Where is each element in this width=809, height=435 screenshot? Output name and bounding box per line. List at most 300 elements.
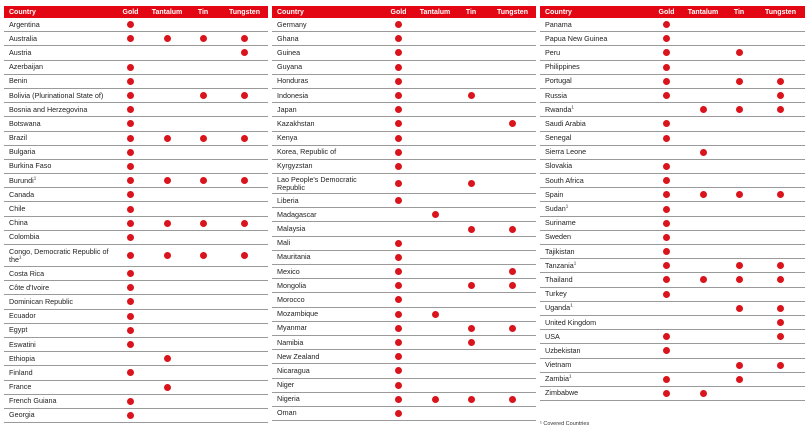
gold-cell [648,276,685,283]
gold-dot-icon [127,369,134,376]
tantalum-cell [149,252,185,259]
table-row [4,132,268,146]
gold-cell [648,49,685,56]
tin-cell [185,252,221,259]
table-row [4,245,268,267]
country-name [4,397,112,405]
tungsten-cell [489,325,536,332]
country-name [272,225,380,233]
tin-cell [185,92,221,99]
gold-cell [380,163,417,170]
country-name [540,134,648,142]
country-name [540,205,648,213]
tin-cell [721,191,757,198]
tin-cell [453,339,489,346]
gold-cell [112,313,149,320]
table-row [272,279,536,293]
gold-dot-icon [395,106,402,113]
country-name [4,248,112,264]
gold-dot-icon [395,49,402,56]
country-label: Botswana [9,118,41,128]
country-name [540,347,648,355]
country-label: Argentina [9,19,40,29]
gold-dot-icon [663,276,670,283]
gold-cell [380,197,417,204]
gold-dot-icon [663,163,670,170]
country-label: Uganda [545,303,571,313]
gold-dot-icon [395,21,402,28]
country-label: South Africa [545,175,584,185]
table-row [272,308,536,322]
country-label: Georgia [9,410,35,420]
tantalum-cell [417,211,453,218]
header-tantalum: Tantalum [419,8,451,16]
country-name [4,134,112,142]
tungsten-dot-icon [241,220,248,227]
country-name [540,219,648,227]
gold-dot-icon [395,311,402,318]
table-row [540,359,805,373]
table-row [540,202,805,216]
country-name [540,49,648,57]
covered-country-marker: 1 [568,373,572,379]
country-label: Costa Rica [9,268,45,278]
country-name [540,389,648,397]
tantalum-dot-icon [164,35,171,42]
tin-dot-icon [468,339,475,346]
gold-dot-icon [127,298,134,305]
gold-dot-icon [127,398,134,405]
gold-cell [380,92,417,99]
gold-cell [112,412,149,419]
gold-cell [648,78,685,85]
country-name [540,319,648,327]
covered-country-marker: 1 [19,254,22,260]
country-name [4,162,112,170]
tantalum-dot-icon [700,149,707,156]
country-name [272,176,380,192]
gold-dot-icon [395,149,402,156]
country-label: Morocco [277,294,305,304]
country-label: Nicaragua [277,365,310,375]
country-table-2 [272,6,536,421]
gold-cell [648,35,685,42]
header-tin: Tin [465,8,477,16]
gold-dot-icon [127,35,134,42]
tin-cell [453,92,489,99]
tin-dot-icon [200,92,207,99]
table-row [4,146,268,160]
gold-dot-icon [663,64,670,71]
country-name [4,49,112,57]
country-label: French Guiana [9,396,57,406]
tungsten-dot-icon [241,49,248,56]
gold-cell [112,206,149,213]
tantalum-dot-icon [164,135,171,142]
gold-dot-icon [663,262,670,269]
country-label: Guinea [277,47,301,57]
table-row [4,381,268,395]
header-country: Country [277,8,304,16]
gold-dot-icon [127,234,134,241]
country-name [272,253,380,261]
tungsten-dot-icon [509,226,516,233]
table-row [272,18,536,32]
gold-dot-icon [127,21,134,28]
gold-dot-icon [663,35,670,42]
country-name [4,355,112,363]
header-tantalum: Tantalum [151,8,183,16]
header-tungsten: Tungsten [765,8,796,16]
country-table-3 [540,6,805,401]
gold-dot-icon [127,149,134,156]
country-name [4,312,112,320]
gold-cell [112,398,149,405]
country-name [540,375,648,383]
country-label: Myanmar [277,323,307,333]
gold-dot-icon [127,252,134,259]
gold-dot-icon [127,284,134,291]
tungsten-cell [489,396,536,403]
tungsten-dot-icon [777,305,784,312]
country-label: Papua New Guinea [545,33,608,43]
country-name [272,409,380,417]
tantalum-cell [149,355,185,362]
gold-dot-icon [127,206,134,213]
tantalum-dot-icon [432,311,439,318]
country-label: Nigeria [277,394,300,404]
gold-cell [112,284,149,291]
country-label: Saudi Arabia [545,118,586,128]
gold-dot-icon [127,412,134,419]
tantalum-dot-icon [164,220,171,227]
tungsten-dot-icon [241,135,248,142]
gold-cell [112,298,149,305]
tungsten-dot-icon [777,106,784,113]
country-label: Sierra Leone [545,147,587,157]
gold-cell [648,234,685,241]
gold-dot-icon [395,163,402,170]
tin-dot-icon [200,220,207,227]
tantalum-dot-icon [700,390,707,397]
gold-dot-icon [663,49,670,56]
table-row [4,366,268,380]
table-row [540,302,805,316]
country-name [272,197,380,205]
gold-dot-icon [395,135,402,142]
table-row [540,61,805,75]
country-label: Uzbekistan [545,345,581,355]
table-row [272,222,536,236]
table-row [272,146,536,160]
tin-dot-icon [200,252,207,259]
country-label: Kazakhstan [277,118,315,128]
tungsten-dot-icon [777,191,784,198]
gold-cell [380,410,417,417]
gold-dot-icon [663,248,670,255]
tin-dot-icon [736,49,743,56]
table-row [272,208,536,222]
table-row [272,160,536,174]
table-row [272,32,536,46]
gold-cell [380,240,417,247]
country-label: Portugal [545,76,572,86]
tungsten-cell [221,92,268,99]
country-name [272,49,380,57]
country-label: New Zealand [277,351,320,361]
tungsten-cell [221,220,268,227]
tungsten-cell [221,177,268,184]
tin-dot-icon [200,135,207,142]
header-country: Country [9,8,36,16]
gold-cell [648,92,685,99]
gold-cell [380,339,417,346]
table-row [272,251,536,265]
table-row [272,117,536,131]
table-row [540,160,805,174]
country-label: Japan [277,104,297,114]
tungsten-cell [489,120,536,127]
tin-dot-icon [736,362,743,369]
gold-cell [112,220,149,227]
table-row [4,46,268,60]
country-name [540,63,648,71]
covered-country-marker: 1 [33,175,37,181]
gold-dot-icon [127,92,134,99]
country-name [4,106,112,114]
gold-dot-icon [663,234,670,241]
tin-dot-icon [736,305,743,312]
gold-cell [380,268,417,275]
country-label: Vietnam [545,360,572,370]
table-row [272,132,536,146]
gold-dot-icon [663,220,670,227]
country-label: United Kingdom [545,317,597,327]
gold-cell [648,21,685,28]
country-label: Malaysia [277,224,306,234]
country-label: Russia [545,90,567,100]
tin-cell [453,180,489,187]
gold-dot-icon [127,341,134,348]
country-name [4,270,112,278]
country-label: Burundi [9,175,34,185]
country-name [4,284,112,292]
table-row [272,61,536,75]
country-name [4,120,112,128]
country-label: Liberia [277,195,299,205]
gold-dot-icon [127,106,134,113]
gold-dot-icon [127,177,134,184]
country-name [272,239,380,247]
country-name [4,341,112,349]
country-name [272,120,380,128]
tungsten-dot-icon [241,252,248,259]
tungsten-dot-icon [777,276,784,283]
country-label: Finland [9,367,33,377]
tungsten-cell [221,252,268,259]
tin-dot-icon [468,92,475,99]
gold-dot-icon [127,327,134,334]
table-row [4,32,268,46]
country-label: Niger [277,380,295,390]
table-header [540,6,805,18]
tin-cell [453,325,489,332]
country-name [272,63,380,71]
tungsten-cell [489,268,536,275]
gold-dot-icon [395,180,402,187]
country-label: Mexico [277,266,300,276]
gold-dot-icon [395,339,402,346]
gold-cell [648,135,685,142]
country-name [272,282,380,290]
country-name [4,21,112,29]
country-label: Mali [277,238,291,248]
country-name [272,92,380,100]
gold-dot-icon [127,220,134,227]
table-row [540,245,805,259]
country-label: Panama [545,19,572,29]
country-label: Slovakia [545,161,573,171]
gold-dot-icon [663,78,670,85]
gold-cell [380,120,417,127]
table-row [540,32,805,46]
gold-dot-icon [663,21,670,28]
country-name [540,162,648,170]
country-name [4,298,112,306]
country-label: Zambia [545,374,569,384]
table-row [272,322,536,336]
country-label: Canada [9,189,35,199]
table-row [272,174,536,194]
gold-cell [112,120,149,127]
country-label: Sweden [545,232,571,242]
country-name [272,296,380,304]
country-label: Burkina Faso [9,161,52,171]
table-row [4,174,268,188]
tin-cell [453,396,489,403]
country-name [540,304,648,312]
header-tin: Tin [197,8,209,16]
table-row [272,379,536,393]
country-label: Tanzania [545,260,574,270]
gold-cell [648,376,685,383]
country-label: Indonesia [277,90,309,100]
table-row [272,407,536,421]
gold-cell [648,163,685,170]
tin-cell [721,49,757,56]
gold-cell [648,333,685,340]
gold-cell [648,291,685,298]
tantalum-dot-icon [164,355,171,362]
gold-cell [648,191,685,198]
country-label: Mongolia [277,280,307,290]
table-row [4,395,268,409]
table-row [272,265,536,279]
table-row [540,103,805,117]
country-label: Brazil [9,133,27,143]
table-row [540,330,805,344]
country-label: Congo, Democratic Republic of the [9,246,109,264]
gold-cell [112,270,149,277]
country-name [272,211,380,219]
country-label: Lao People's Democratic Republic [277,174,357,192]
country-label: Australia [9,33,37,43]
country-label: Austria [9,47,32,57]
country-name [540,276,648,284]
table-row [4,103,268,117]
country-name [4,233,112,241]
table-row [540,146,805,160]
table-row [4,267,268,281]
country-label: Ecuador [9,311,36,321]
country-label: Bolivia (Plurinational State of) [9,90,104,100]
table-row [4,89,268,103]
gold-cell [112,191,149,198]
country-name [540,148,648,156]
gold-cell [380,367,417,374]
country-name [4,383,112,391]
gold-dot-icon [663,390,670,397]
country-name [272,77,380,85]
table-row [540,188,805,202]
tantalum-dot-icon [700,276,707,283]
tin-cell [721,376,757,383]
tungsten-dot-icon [241,35,248,42]
tantalum-dot-icon [700,191,707,198]
gold-cell [648,177,685,184]
country-label: Suriname [545,218,576,228]
tin-dot-icon [736,262,743,269]
country-name [540,77,648,85]
table-row [4,295,268,309]
tungsten-cell [757,262,804,269]
gold-cell [112,149,149,156]
country-label: Madagascar [277,209,317,219]
gold-dot-icon [395,64,402,71]
country-label: Mozambique [277,309,319,319]
gold-cell [380,106,417,113]
gold-cell [648,390,685,397]
table-row [540,89,805,103]
gold-cell [380,35,417,42]
table-row [272,393,536,407]
table-row [540,259,805,273]
table-row [540,273,805,287]
country-name [272,21,380,29]
country-label: Thailand [545,274,573,284]
gold-cell [648,262,685,269]
tin-dot-icon [468,325,475,332]
country-name [4,205,112,213]
gold-dot-icon [663,376,670,383]
country-name [540,21,648,29]
table-row [272,75,536,89]
country-label: Germany [277,19,307,29]
country-label: Azerbaijan [9,62,43,72]
tungsten-cell [757,191,804,198]
country-name [540,92,648,100]
header-gold: Gold [390,8,407,16]
country-name [272,395,380,403]
gold-dot-icon [395,396,402,403]
table-row [4,18,268,32]
country-label: Tajikistan [545,246,575,256]
tin-dot-icon [736,191,743,198]
country-name [4,92,112,100]
tungsten-cell [757,276,804,283]
table-row [4,324,268,338]
table-row [540,132,805,146]
